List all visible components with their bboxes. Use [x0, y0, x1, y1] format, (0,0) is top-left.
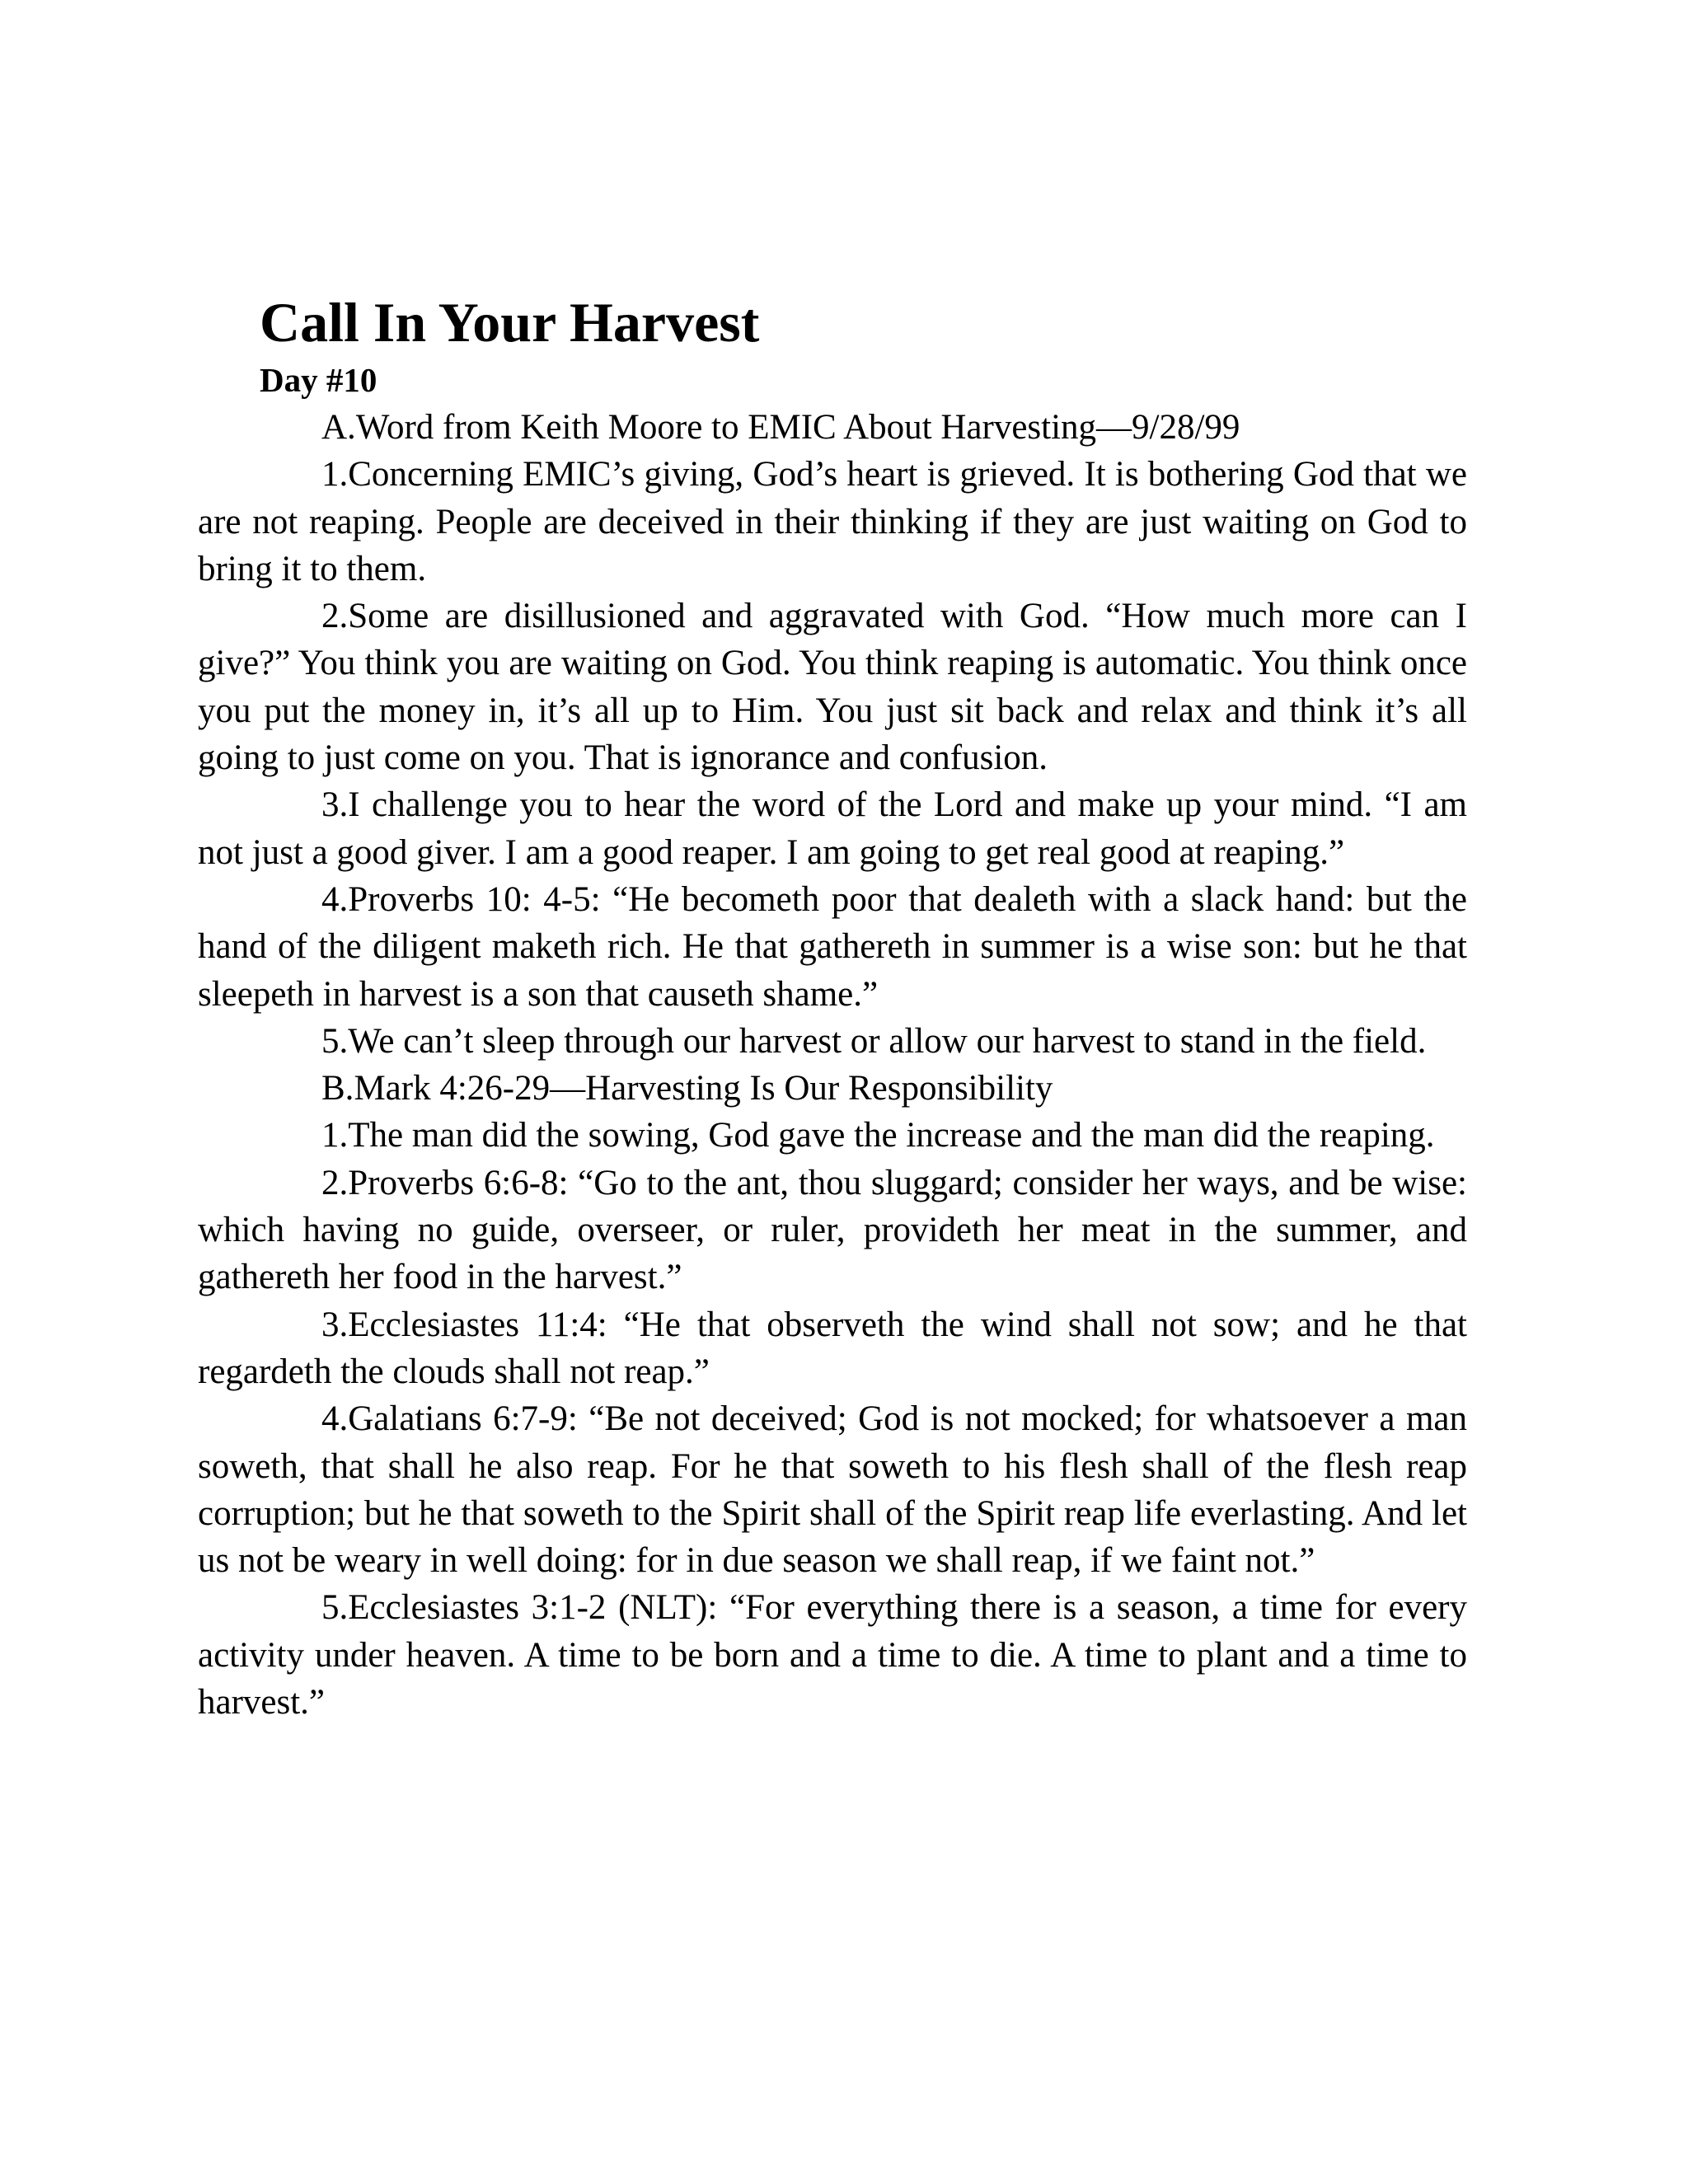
- list-item-b-4: [198, 1395, 1467, 1584]
- list-item-a-5: [198, 1018, 1467, 1065]
- item-marker: 4.: [321, 879, 349, 919]
- section-marker-a: A.: [321, 408, 356, 447]
- section-heading-b: [198, 1065, 1467, 1112]
- list-item-a-3: [198, 781, 1467, 876]
- item-text: Galatians 6:7-9: “Be not deceived; God is not mocked; for whatsoever a man soweth, that shall he also reap. For he that soweth to his flesh shall of the flesh reap corruption; but he that soweth to the Spirit shall of the Spirit reap life everlasting. And let us not be weary in well doing: for in due season we shall reap, if we faint not.”: [198, 1399, 1467, 1581]
- document-title: Call In Your Harvest: [260, 291, 760, 354]
- day-label: Day #10: [260, 361, 377, 399]
- item-marker: 5.: [321, 1588, 349, 1628]
- item-text: Concerning EMIC’s giving, God’s heart is grieved. It is bothering God that we are not reaping. People are deceived in their thinking if they are just waiting on God to bring it to them.: [198, 455, 1467, 588]
- item-marker: 1.: [321, 1116, 349, 1155]
- section-marker-b: B.: [321, 1069, 354, 1108]
- section-heading-text-b: Mark 4:26-29—Harvesting Is Our Responsibility: [354, 1069, 1053, 1108]
- item-marker: 5.: [321, 1021, 349, 1061]
- item-marker: 2.: [321, 597, 349, 636]
- section-heading-text-a: Word from Keith Moore to EMIC About Harvesting—9/28/99: [355, 408, 1240, 447]
- list-item-b-2: [198, 1160, 1467, 1301]
- item-marker: 3.: [321, 1305, 349, 1344]
- document-page: [198, 288, 1467, 1726]
- list-item-b-5: [198, 1584, 1467, 1726]
- section-heading-a: [198, 404, 1467, 451]
- list-item-a-2: [198, 593, 1467, 781]
- list-item-a-4: [198, 876, 1467, 1018]
- item-text: Some are disillusioned and aggravated with God. “How much more can I give?” You think you are waiting on God. You think reaping is automatic. You think once you put the money in, it’s all up to Him. You just sit back and relax and think it’s all going to just come on you. That is ignorance and confusion.: [198, 597, 1467, 778]
- list-item-a-1: [198, 451, 1467, 593]
- list-item-b-1: [198, 1112, 1467, 1159]
- item-text: Ecclesiastes 11:4: “He that observeth the wind shall not sow; and he that regardeth the clouds shall not reap.”: [198, 1305, 1467, 1391]
- item-marker: 3.: [321, 785, 349, 825]
- item-text: Proverbs 6:6-8: “Go to the ant, thou sluggard; consider her ways, and be wise: which having no guide, overseer, or ruler, provideth her meat in the summer, and gathereth her food in the harvest.”: [198, 1163, 1467, 1297]
- item-text: We can’t sleep through our harvest or allow our harvest to stand in the field.: [348, 1021, 1427, 1061]
- item-text: I challenge you to hear the word of the Lord and make up your mind. “I am not just a good giver. I am a good reaper. I am going to get real good at reaping.”: [198, 785, 1467, 872]
- item-text: The man did the sowing, God gave the increase and the man did the reaping.: [348, 1116, 1435, 1155]
- item-text: Proverbs 10: 4-5: “He becometh poor that dealeth with a slack hand: but the hand of the diligent maketh rich. He that gathereth in summer is a wise son: but he that sleepeth in harvest is a son that causeth shame.”: [198, 879, 1467, 1014]
- item-marker: 2.: [321, 1163, 349, 1202]
- list-item-b-3: [198, 1301, 1467, 1396]
- item-marker: 1.: [321, 455, 349, 494]
- item-marker: 4.: [321, 1399, 349, 1439]
- item-text: Ecclesiastes 3:1-2 (NLT): “For everything there is a season, a time for every activity under heaven. A time to be born and a time to die. A time to plant and a time to harvest.”: [198, 1588, 1467, 1722]
